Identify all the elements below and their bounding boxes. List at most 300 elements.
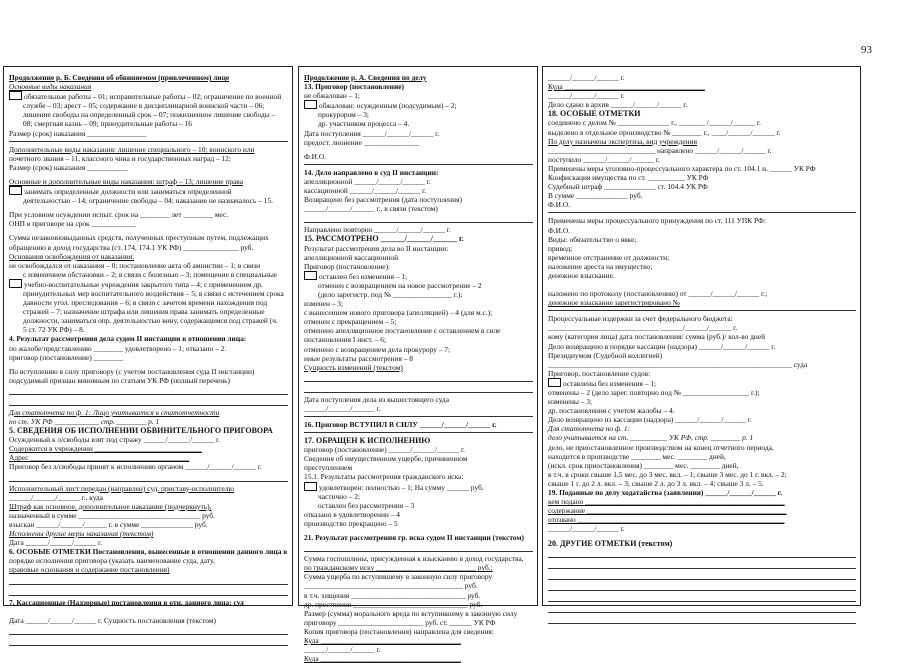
form-line [9, 289, 288, 298]
form-line [304, 654, 533, 663]
form-line-text: Приговор (постановление): [304, 261, 391, 271]
form-line [548, 100, 856, 109]
form-line-text: не обжалован – 1; [304, 91, 360, 101]
form-line-text: Для статотчета по ф. 1: [548, 424, 630, 434]
form-line-text: производство прекращено – 5 [304, 518, 398, 528]
form-line-text: приговор (постановление) ______/______/______ г. [304, 445, 466, 455]
form-line-text: Копия приговора (постановления) направлена для сведения: [304, 626, 494, 636]
form-line-text: _____________________________ направлено ______/______/______ г. [548, 145, 772, 155]
form-line-text: временное отстранение от должности; [548, 252, 670, 262]
form-line-text: по жалобе/представлению ________ удовлетворено – 1; отказано – 2. [9, 343, 227, 353]
form-line-text: Основные и дополнительные виды наказания: штраф – 13; лишение права [9, 176, 243, 186]
form-line-text: 14. Дело направлено в суд II инстанции: [304, 167, 439, 177]
form-line [548, 515, 856, 524]
form-line [548, 332, 856, 341]
form-line-text: Осужденный к л/свободы взят под стражу ______/______/______ г. [9, 435, 221, 445]
form-line-text: по гражданскому иску ___________________________ руб.; [304, 563, 493, 573]
form-line-text: Штраф как основное, дополнительное наказание (подчеркнуть), [9, 501, 212, 511]
form-line-text: 15. РАССМОТРЕНО ______/______/______ г. [304, 234, 464, 244]
form-line [9, 484, 288, 493]
form-line-text: наложение ареста на имущество; [548, 261, 653, 271]
form-line-text: учебно-воспитательные учреждения закрытого типа – 4; с применением др. [24, 279, 263, 289]
form-line [304, 225, 533, 234]
form-line-text: предост. лнонение _______________ [304, 137, 420, 147]
form-line-text: Продолжение р. А. Сведения по делу [304, 73, 427, 82]
fill-line [548, 571, 856, 580]
form-line [304, 554, 533, 563]
form-line [548, 461, 856, 470]
form-line-text: назначенный в сумме _________________________________ руб. [9, 510, 215, 520]
form-line [9, 502, 288, 511]
form-line [548, 146, 856, 155]
form-line-text: Дата ______/______/______ г. Сущность постановления (текстом) [9, 615, 217, 625]
form-line-text: Сущность изменений (текстом) [304, 362, 403, 372]
form-line-text: Куда ______________________________________ [304, 654, 461, 663]
form-line [304, 533, 533, 542]
form-line-text: ОНП в приговоре на срок ____________ [9, 219, 136, 229]
form-line-text: дело, не приостановленное производством на конец отчетного периода, [548, 442, 774, 452]
form-line [9, 279, 288, 289]
form-line-text: деятельностью – 14; ограничение свободы – 04; наказание не назначалось – 15. [23, 196, 273, 206]
form-line-text: изменен – 3; [304, 299, 344, 309]
form-line [304, 445, 533, 454]
form-line-text: Процессуальные издержки за счет федерального бюджета: [548, 314, 733, 324]
fill-line [548, 560, 856, 569]
form-line [548, 235, 856, 244]
form-line-text: (дело зарегистр. под № ________________ г.); [318, 289, 463, 299]
section-divider [304, 164, 533, 165]
form-line [9, 119, 288, 128]
form-line [9, 145, 288, 154]
form-line-text: __________________________________________________________________ суда [548, 359, 808, 369]
form-line [304, 645, 533, 654]
form-line-text: Направлено повторно ______/______/______ г. [304, 225, 451, 235]
form-line [548, 488, 856, 497]
section-divider [304, 432, 533, 433]
form-line [9, 101, 288, 110]
fill-line [548, 604, 856, 613]
form-line [9, 316, 288, 325]
spacer [548, 280, 856, 289]
form-line [9, 520, 288, 529]
form-line [548, 397, 856, 406]
form-line [304, 82, 533, 91]
form-line-text: соединено с делом № ______________ г., _______ /______/______ г. [548, 118, 761, 128]
form-line [9, 252, 288, 261]
form-line [304, 472, 533, 481]
form-line [9, 435, 288, 444]
form-line [9, 444, 288, 453]
form-line-text: 08; смертная казнь – 09; принудительные работы – 16 [23, 119, 192, 129]
form-line [9, 91, 288, 101]
form-line [304, 281, 533, 290]
form-line-text: Размер (сумма) морального вреда по вступившему в законную силу [304, 608, 518, 618]
fill-line [9, 397, 288, 406]
form-line [548, 388, 856, 397]
form-line [9, 186, 288, 196]
form-line [9, 298, 288, 307]
form-line [304, 299, 533, 308]
form-line [304, 363, 533, 372]
form-line-text: изменены – 3; [548, 397, 593, 407]
form-line [304, 591, 533, 600]
form-line [304, 572, 533, 581]
form-line-text: Применены меры уголовно-процессуального характера по ст. 104.1 н. ______ УК РФ [548, 163, 816, 173]
form-line [9, 511, 288, 520]
form-line [304, 186, 533, 195]
form-line-text: почетного звания – 11, классного чина и государственных наград – 12; [9, 153, 231, 163]
form-line [9, 367, 288, 376]
form-line-text: Куда ______________________________________ [304, 635, 461, 645]
form-line-text: Сумма незаконновыданных средств, полученных преступным путем, подлежащих [9, 233, 269, 243]
form-line [9, 243, 288, 252]
form-line [548, 360, 856, 369]
form-line-text: правовые основания и содержание постановления) [9, 565, 170, 575]
form-line [548, 415, 856, 424]
form-line-text: Сведения об имущественном ущербе, причиненном [304, 454, 468, 464]
form-line-text: в т.ч. в сроки свыше 1,5 мес. до 3 мес. вкл. – 1; свыше 3 мес. до 1 г. вкл. – 2; [548, 469, 787, 479]
form-line [9, 110, 288, 119]
fill-line [548, 582, 856, 591]
fill-line [9, 637, 288, 646]
form-line [304, 326, 533, 335]
form-line-text: лишение свободы на определенный срок – 07; пожизненное лишение свободы – [23, 110, 276, 120]
form-line [548, 314, 856, 323]
form-line-text: 19. Поданные по делу ходатайства (заявления) ______/______/______ г. [548, 488, 783, 498]
form-line [304, 253, 533, 262]
form-line-text: 4. Результат рассмотрения дела судом II инстанции в отношении лица: [9, 334, 247, 344]
form-line-text: Конфискация имущества по ст. __________ УК РФ [548, 173, 709, 183]
form-line [548, 323, 856, 332]
form-line [304, 600, 533, 609]
form-line-text: По делу назначена экспертиза, вид учреждения [548, 136, 697, 146]
form-line [304, 420, 533, 429]
form-line [9, 307, 288, 316]
form-line-text: принудительных мер воспитательного воздействия – 5; в связи с истечением срока [23, 288, 284, 298]
form-line [9, 556, 288, 565]
form-line-text: отозвано ________________________________________________________ [548, 515, 785, 525]
form-line-text: отменено с возвращением дела прокурору – 7; [304, 344, 451, 354]
form-line [304, 436, 533, 445]
form-line-text: Дело возвращено из кассации (надзора) ______/______/______ г. [548, 415, 752, 425]
form-line [548, 452, 856, 461]
form-line [9, 163, 288, 172]
fill-line [304, 384, 533, 393]
form-line [9, 129, 288, 138]
form-line-text: давности угол. преследования – 6; в связи с зачетом времени нахождения под [23, 298, 268, 308]
form-line [304, 138, 533, 147]
form-line-text: не освобождался от наказания – 0; постановление акта об амнистии – 1; в связи [9, 260, 261, 270]
checkbox-square[interactable] [304, 100, 317, 109]
form-line [548, 369, 856, 378]
form-line [304, 404, 533, 413]
form-line [548, 173, 856, 182]
form-line-text: Возвращено без рассмотрения (дата поступления) [304, 195, 462, 205]
form-line [304, 262, 533, 271]
form-line [304, 618, 533, 627]
form-line [9, 417, 288, 426]
form-line [548, 191, 856, 200]
form-line-text: кассационной ______/______/______ г. [304, 186, 427, 196]
form-line [304, 129, 533, 138]
form-line-text: Судебный штраф ______________ ст. 104.4 УК РФ [548, 182, 708, 192]
form-line [304, 152, 533, 161]
form-line-text: наложено по протоколу (постановлению) от ______/______/______ г.; [548, 289, 768, 299]
form-line [9, 408, 288, 417]
form-line-text: иные результаты рассмотрения – 8 [304, 353, 413, 363]
form-line [304, 581, 533, 590]
form-line-text: дело учитывается на ст. __________ УК РФ, стр. ________ р. 1 [548, 433, 754, 443]
form-line-text: содержание ______________________________________________________ [548, 506, 787, 516]
fill-line [9, 473, 288, 482]
form-line [304, 609, 533, 618]
form-line-text: Размер (срок) наказания ___________ [9, 162, 128, 172]
form-line [548, 73, 856, 82]
form-line-text: ______/______/______ г. [304, 403, 381, 413]
form-line [9, 177, 288, 186]
checkbox-square[interactable] [9, 91, 22, 100]
form-line [304, 177, 533, 186]
form-line [548, 539, 856, 548]
form-line-text: отменен с возвращением на новое рассмотрение – 2 [318, 280, 482, 290]
checkbox-square[interactable] [548, 378, 561, 387]
form-line [304, 492, 533, 501]
form-line [9, 453, 288, 462]
form-line-text: ______/______/______ г. [548, 524, 625, 534]
form-line-text: привод; [548, 243, 573, 253]
fill-line [548, 549, 856, 558]
column-section-a [298, 66, 538, 663]
form-line [548, 155, 856, 164]
fill-line [9, 626, 288, 635]
form-line-text: подсудимый признан виновным по статьям УК РФ (полный перечень) [9, 375, 230, 385]
form-line [548, 109, 856, 118]
section-divider [548, 212, 856, 213]
fill-line [304, 373, 533, 382]
form-line-text: обжалован: осужденным (подсудимым) – 2; [319, 101, 457, 111]
form-line [304, 510, 533, 519]
form-line [548, 351, 856, 360]
form-line-text: преступлением [304, 463, 353, 473]
checkbox-square[interactable] [9, 279, 22, 288]
form-line [304, 354, 533, 363]
form-line-text: Приговор без л/свободы принят к исполнению органом ______/______/______ г. [9, 462, 262, 472]
form-line-text: Приговор, постановление судов: [548, 368, 651, 378]
form-line [304, 290, 533, 299]
form-line [9, 196, 288, 205]
form-line-text: ______/______/______ г., в связи (текстом) [304, 204, 438, 214]
column-section-b [3, 66, 293, 625]
form-line-text: должности, заниматься опр. деятельностью вину, содержащимся под стражей (ч. [23, 316, 278, 326]
form-line [548, 289, 856, 298]
form-line [548, 82, 856, 91]
form-line [304, 119, 533, 128]
form-line-text: обращению в доход государства (ст. 174, 174.1 УК РФ) _______________ руб. [9, 242, 254, 252]
form-line-text: кем подано ______________________________________________________ [548, 497, 785, 507]
form-line [548, 524, 856, 533]
form-line-text: поступило ______/______/______ г. [548, 154, 660, 164]
form-line-text: Президиумом (Судебной коллегией) [548, 350, 663, 360]
form-line [304, 234, 533, 243]
form-line-text: 17. ОБРАЩЕН К ИСПОЛНЕНИЮ [304, 436, 431, 446]
form-line [9, 270, 288, 279]
form-line-text: 16. Приговор ВСТУПИЛ В СИЛУ ______/______/______ г. [304, 420, 497, 429]
form-line-text: обязательные работы – 01; исправительные работы – 02; ограничение по военной [24, 92, 282, 102]
form-line-text: В сумме ______________ руб. [548, 191, 643, 201]
form-line-text: 6. ОСОБЫЕ ОТМЕТКИ Постановления, вынесенные в отношении данного лица в [9, 547, 288, 557]
form-line [548, 253, 856, 262]
form-line-text: Адрес ___________________________________________ [9, 453, 190, 463]
form-line [304, 317, 533, 326]
form-line [9, 219, 288, 228]
form-line-text: 18. ОСОБЫЕ ОТМЕТКИ [548, 109, 641, 119]
form-line-text: ___________________________________________ руб. [304, 581, 478, 591]
form-line-text: с изменением обстановки – 2; в связи с болезнью – 3; помещение в специальные [23, 269, 278, 279]
form-line-text: по ст. УК РФ ____________ стр. ________ р. 1 [9, 417, 160, 426]
form-line-text: апелляционной ______/______/______ г. [304, 176, 431, 186]
form-line [304, 395, 533, 404]
form-line-text: постановления I инст. – 6; [304, 335, 387, 345]
checkbox-square[interactable] [304, 271, 317, 280]
form-line [304, 636, 533, 645]
form-line [304, 73, 533, 82]
form-line-text: Сумма госпошлины, присужденная к взысканию в доход государства, [304, 554, 524, 564]
form-line [9, 376, 288, 385]
form-line-text: выделено в отдельное производство № ________ г., ____/______/______ г. [548, 127, 781, 137]
checkbox-square[interactable] [9, 186, 22, 195]
form-line [9, 344, 288, 353]
form-line [9, 565, 288, 574]
section-divider [548, 310, 856, 311]
fill-line [548, 593, 856, 602]
form-line-text: Сумма ущерба по вступившему в законную силу приговору [304, 572, 493, 582]
form-line-text: 5 ст. 72 УК РФ) – 8. [23, 325, 85, 335]
form-line-text: Ф.И.О. [548, 225, 571, 235]
form-line-text: оставлен без рассмотрения – 3 [318, 500, 415, 510]
form-line-text: ______/______/______ г. [304, 645, 381, 655]
form-line-text: ______/______/______ г., куда [9, 492, 103, 502]
form-line-text: апелляционной кассационной [304, 252, 399, 262]
form-line-text: др. постановления с учетом жалобы – 4. [548, 406, 675, 416]
form-line-text: Размер (срок) наказания ________________ [9, 128, 147, 138]
form-line-text: отменено апелляционное постановление с оставлением в силе [304, 326, 501, 336]
checkbox-square[interactable] [304, 482, 317, 491]
form-line-text: Ф.И.О. [548, 200, 571, 210]
form-line [548, 226, 856, 235]
form-line [548, 406, 856, 415]
form-line [304, 519, 533, 528]
form-line [9, 598, 288, 607]
form-line-text: 20. ДРУГИЕ ОТМЕТКИ (текстом) [548, 538, 673, 548]
form-line [548, 479, 856, 488]
form-line-text: Основания освобождения от наказания: [9, 251, 135, 261]
form-line-text: взыскан ______/______/______ г. в сумме ______________ руб. [9, 519, 208, 529]
form-line [304, 454, 533, 463]
form-line-text: 21. Результат рассмотрения гр. иска судом II инстанции (текстом) [304, 533, 524, 543]
form-line [548, 128, 856, 137]
form-line-text: находится в производстве ________ мес. ________ дней, [548, 451, 726, 461]
form-line-text: Применены меры процессуального принуждения по ст. 111 УПК РФ: [548, 216, 766, 226]
form-line-text: отменен с прекращением – 5; [304, 317, 397, 327]
form-line-text: удовлетворен: полностью – 1; На сумму ______ руб. [319, 482, 484, 492]
form-line [304, 110, 533, 119]
fill-line [9, 587, 288, 596]
form-line-text: отказано в удовлетворении – 4 [304, 509, 400, 519]
form-line-text: кому (категория лица) дата постановления/ сумма (руб.)/ кол-во дней [548, 332, 766, 342]
form-line [548, 433, 856, 442]
fill-line [304, 543, 533, 552]
form-line-text: Дело возвращено в порядке кассации (надзора) ______/______/______ г. [548, 341, 776, 351]
form-line-text: Исполнены другие меры наказания (текстом) [9, 529, 154, 539]
form-line [9, 154, 288, 163]
form-line [9, 547, 288, 556]
form-line-text: Основные виды наказания [9, 82, 92, 92]
form-line-text: др. участником процесса – 4. [318, 119, 410, 129]
form-line-text: 7. Кассационные (Надзорные) постановления в отн. данного лица: суд [9, 597, 244, 607]
form-line-text: стражей – 7; назначение штрафа или лишения права занимать определенные [23, 307, 265, 317]
form-line-text: ______________________________ ______/______/______ г. [548, 323, 738, 333]
form-line-text: (искл. срок приостановления) ________ мес. ________ дней, [548, 460, 739, 470]
form-line [548, 497, 856, 506]
form-line [304, 308, 533, 317]
form-line-text: др. престпения _______________________________ руб. [304, 599, 483, 609]
form-line [9, 261, 288, 270]
form-line [9, 616, 288, 625]
section-divider [9, 141, 288, 142]
form-line [304, 335, 533, 344]
page-number: 93 [861, 44, 872, 56]
form-line [304, 91, 533, 100]
form-line [9, 334, 288, 343]
form-line-text: оставлены без изменения – 1; [563, 378, 657, 388]
form-line-text: Ф.И.О. [304, 151, 327, 161]
form-line [9, 82, 288, 91]
form-line-text: отменены – 2 (дело зарег. повторно под № __________________ г.); [548, 388, 760, 397]
form-line [548, 200, 856, 209]
form-line [9, 353, 288, 362]
spacer [9, 607, 288, 616]
form-line [304, 563, 533, 572]
form-line [548, 244, 856, 253]
form-line-text: 13. Приговор (постановление) [304, 82, 404, 92]
form-line [9, 426, 288, 435]
form-line [548, 506, 856, 515]
form-line-text: Для статотчета по ф. 1: Лицо учитывается в статотчетности [9, 407, 220, 417]
form-line-text: порядке исполнения приговора (указать наименование суда, дату, [9, 556, 215, 566]
form-line [304, 204, 533, 213]
form-line [304, 345, 533, 354]
form-line [9, 325, 288, 334]
form-line-text: Дополнительные виды наказания: лишение специального – 10; воинского или [9, 144, 255, 154]
column-special-marks [542, 66, 861, 606]
form-line [548, 443, 856, 452]
form-line [9, 493, 288, 502]
form-line-text: Виды: обязательство о явке; [548, 234, 637, 244]
section-divider [304, 416, 533, 417]
form-line-text: По вступлению в силу приговору (с учетом постановления суда II инстанции) [9, 366, 255, 376]
form-line [9, 462, 288, 471]
form-line-text: При условном осуждении испыт. срок на ________ лет ________ мес. [9, 210, 229, 220]
fill-line [548, 615, 856, 624]
form-line [548, 91, 856, 100]
form-line [9, 538, 288, 547]
form-line-text: Дата поступления дела из вышестоящего суда [304, 394, 449, 404]
form-line [548, 164, 856, 173]
form-line-text: Куда ______________________________________ [548, 82, 705, 92]
form-line-text: частично – 2; [318, 491, 360, 501]
form-line [548, 378, 856, 388]
fill-line [9, 576, 288, 585]
